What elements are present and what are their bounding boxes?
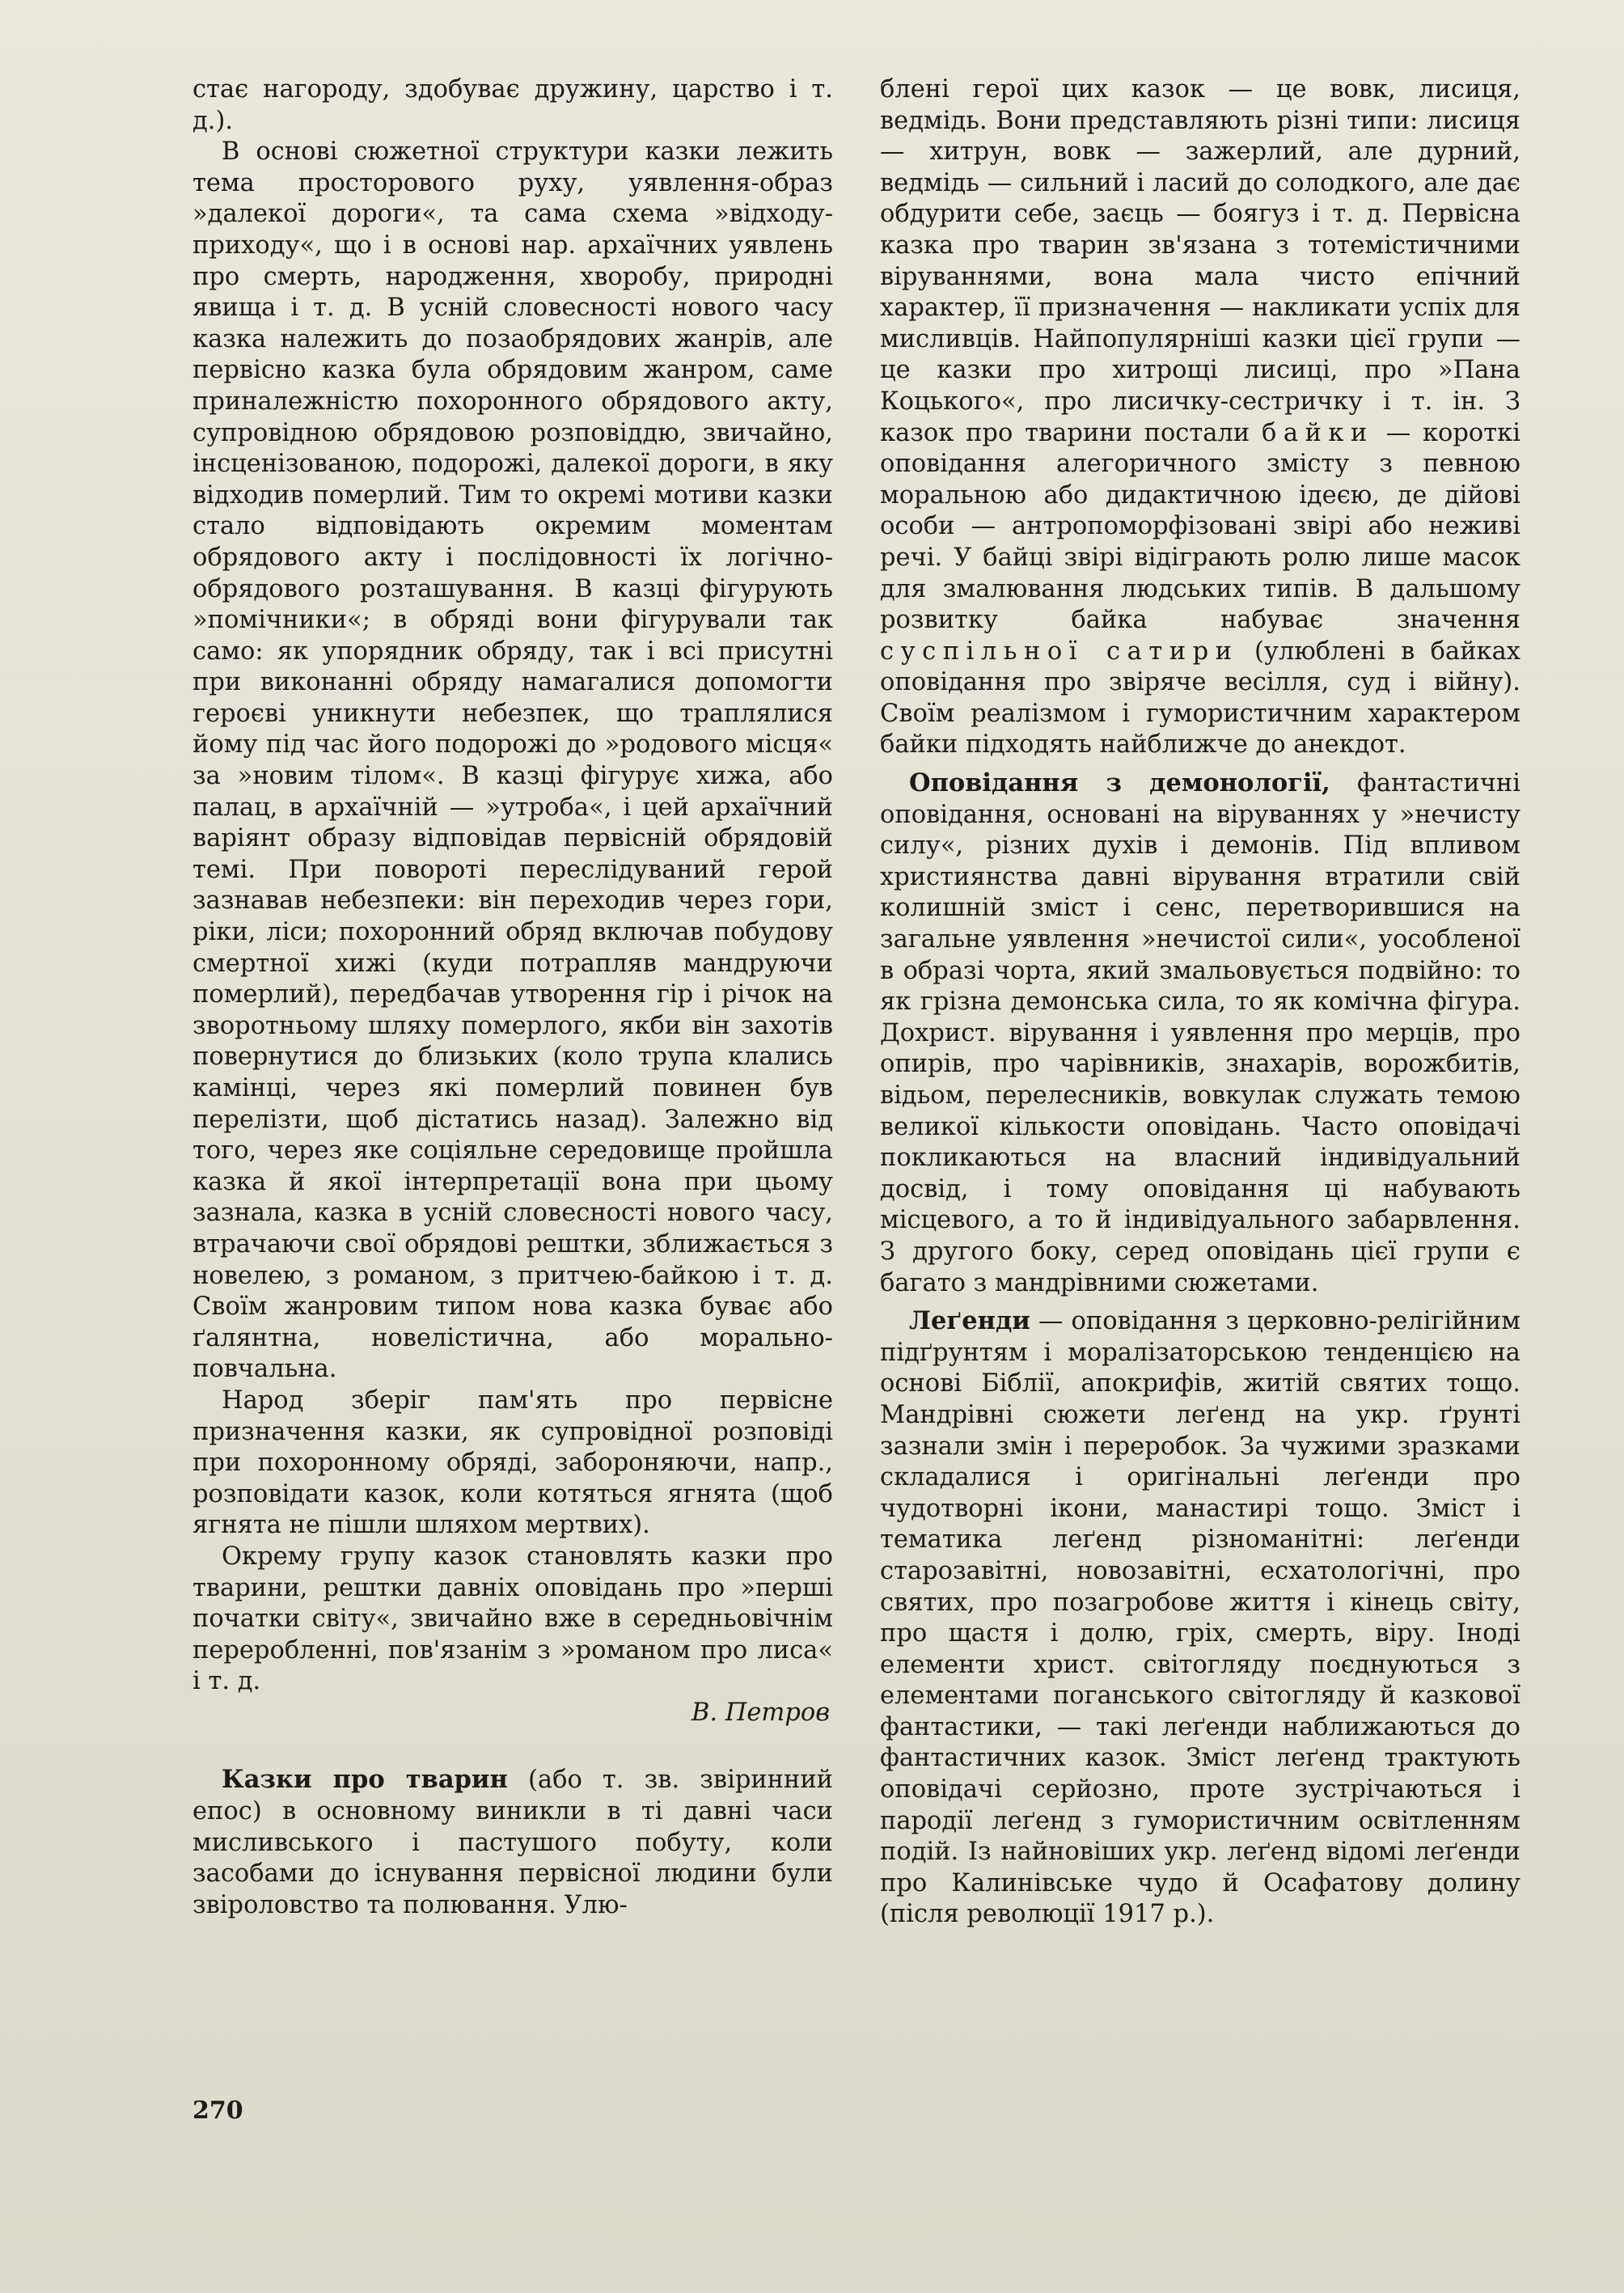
paragraph-text: (улюблені в байках оповідання про звіряче весілля, суд і війну). Своїм реалізмом і гумористичним характером байки підходять найближче до анекдот. <box>880 637 1520 759</box>
page-number: 270 <box>192 2096 243 2125</box>
paragraph: Народ зберіг пам'ять про первісне призначення казки, як супровідної розповіді при похоронному обряді, забороняючи, напр., розповідати казок, коли котяться ягнята (щоб ягнята не пішли шляхом мертвих). <box>192 1386 833 1540</box>
paragraph: стає нагороду, здобуває дружину, царство і т. д.). <box>192 75 833 135</box>
section-text: — оповідання з церковно-релігійним підґрунтям і моралізаторською тенденцією на основі Біблії, апокрифів, житій святих тощо. Мандрівні сюжети леґенд на укр. ґрунті зазнали змін і переробок. За чужими зразками складалися і оригінальні леґенди про чудотворні ікони, манастирі тощо. Зміст і тематика леґенд різноманітні: леґенди старозавітні, новозавітні, есхатологічні, про святих, про позагробове життя і кінець світу, про щастя і долю, гріх, смерть, віру. Іноді елементи христ. світогляду поєднуються з елементами поганського світогляду й казкової фантастики, — такі леґенди наближаються до фантастичних казок. Зміст леґенд трактують оповідачі серйозно, проте зустрічаються і пародії леґенд з гумористичним освітленням подій. Із найновіших укр. леґенд відомі леґенди про Калинівське чудо й Осафатову долину (після революції 1917 р.). <box>880 1307 1520 1929</box>
spaced-term: байки <box>1261 418 1374 447</box>
paragraph-text: — короткі оповідання алегоричного змісту з певною моральною або дидактичною ідеєю, де дійові особи — антропоморфізовані звірі або неживі речі. У байці звірі відіграють ролю лише масок для змалювання людських типів. В дальшому розвитку байка набуває значення <box>880 418 1520 635</box>
section-animal-tales <box>192 1764 833 1921</box>
right-column <box>880 74 1520 1931</box>
left-column <box>192 74 833 1921</box>
section-demonology <box>880 768 1520 1299</box>
spaced-term: суспільної сатири <box>880 637 1239 666</box>
paragraph: Окрему групу казок становлять казки про тварини, рештки давніх оповідань про »перші початки світу«, звичайно вже в середньовічнім переробленні, пов'язанім з »романом про лиса« і т. д. <box>192 1542 833 1696</box>
section-heading: Леґенди <box>909 1306 1030 1336</box>
section-heading: Казки про тварин <box>222 1765 508 1795</box>
paragraph-text: блені герої цих казок — це вовк, лисиця, ведмідь. Вони представляють різні типи: лисиця — хитрун, вовк — зажерлий, але дурний, ведмідь — сильний і ласий до солодкого, але дає обдурити себе, заєць — боягуз і т. д. Первісна казка про тварин зв'язана з тотемістичними віруваннями, вона мала чисто епічний характер, її призначення — накликати успіх для мисливців. Найпопулярніші казки цієї групи — це казки про хитрощі лисиці, про »Пана Коцького«, про лисичку-сестричку і т. ін. З казок про тварини постали <box>880 75 1520 447</box>
author-signature: В. Петров <box>691 1698 830 1727</box>
paragraph-fables <box>880 74 1520 761</box>
section-heading: Оповідання з демонології, <box>909 768 1330 798</box>
section-text: (або т. зв. звіринний епос) в основному виникли в ті давні часи мисливського і пастушого побуту, коли засобами до існування первісної людини були звіроловство та полювання. Улю- <box>192 1766 833 1919</box>
paragraph: В основі сюжетної структури казки лежить тема просторового руху, уявлення-образ »далекої дороги«, та сама схема »відходу-приходу«, що і в основі нар. архаїчних уявлень про смерть, народження, хворобу, природні явища і т. д. В усній словесності нового часу казка належить до позаобрядових жанрів, але первісно казка була обрядовим жанром, саме приналежністю похоронного обрядового акту, супровідною обрядовою розповіддю, звичайно, інсценізованою, подорожі, далекої дороги, в яку відходив померлий. Тим то окремі мотиви казки стало відповідають окремим моментам обрядового акту і послідовності їх логічно-обрядового розташування. В казці фігурують »помічники«; в обряді вони фігурували так само: як упорядник обряду, так і всі присутні при виконанні обряду намагалися допомогти героєві уникнути небезпек, що траплялися йому під час його подорожі до »родового місця« за »новим тілом«. В казці фігурує хижа, або палац, в архаїчній — »утроба«, і цей архаїчний варіянт образу відповідав первісній обрядовій темі. При повороті переслідуваний герой зазнавав небезпеки: він переходив через гори, ріки, ліси; похоронний обряд включав побудову смертної хижі (куди потрапляв мандруючи померлий), передбачав утворення гір і річок на зворотньому шляху померлого, якби він захотів повернутися до близьких (коло трупа клались камінці, через які померлий повинен був перелізти, щоб дістатись назад). Залежно від того, через яке соціяльне середовище пройшла казка й якої інтерпретації вона при цьому зазнала, казка в усній словесності нового часу, втрачаючи свої обрядові рештки, зближається з новелею, з романом, з притчею-байкою і т. д. Своїм жанровим типом нова казка буває або ґалянтна, новелістична, або морально-повчальна. <box>192 137 833 1384</box>
section-legends <box>880 1305 1520 1931</box>
section-text: фантастичні оповідання, основані на віруваннях у »нечисту силу«, різних духів і демонів. Під впливом християнства давні вірування втратили свій колишній зміст і сенс, перетворившися на загальне уявлення »нечистої сили«, уособленої в образі чорта, який змальовується подвійно: то як грізна демонська сила, то як комічна фігура. Дохрист. вірування і уявлення про мерців, про опирів, про чарівників, знахарів, ворожбитів, відьом, перелесників, вовкулак служать темою великої кількости оповідань. Часто оповідачі покликаються на власний індивідуальний досвід, і тому оповідання ці набувають місцевого, а то й індивідуального забарвлення. З другого боку, серед оповідань цієї групи є багато з мандрівними сюжетами. <box>880 769 1520 1297</box>
